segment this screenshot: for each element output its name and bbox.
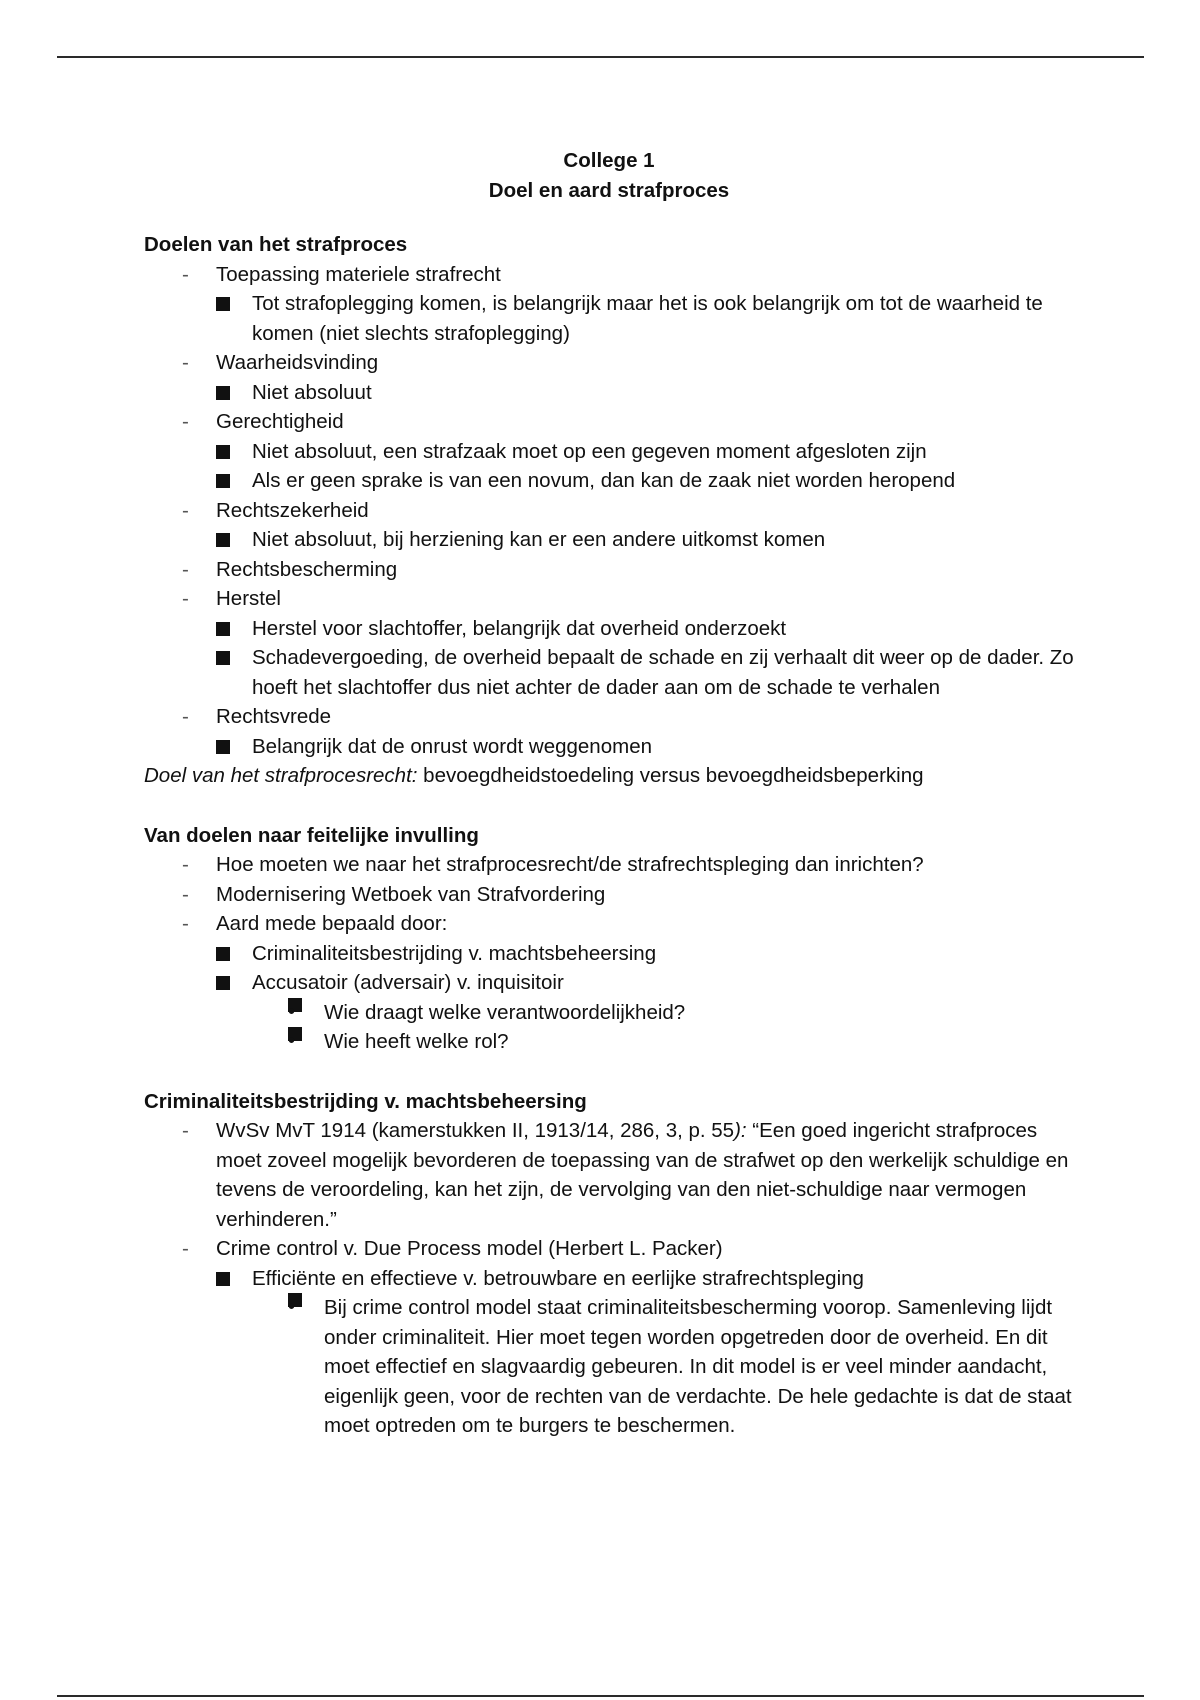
list-item <box>144 407 1084 496</box>
list-item <box>144 260 1084 349</box>
list-item-label: Aard mede bepaald door: <box>216 912 448 935</box>
list-item-label: Herstel <box>216 587 281 610</box>
dash-marker: - <box>182 557 189 581</box>
sub-item <box>216 614 1084 644</box>
bullet-text: Wie heeft welke rol? <box>324 1030 509 1053</box>
citation: WvSv MvT 1914 (kamerstukken II, 1913/14, 286, 3, p. 55 <box>216 1119 735 1142</box>
page-title: College 1 <box>563 149 655 172</box>
sub-item <box>216 643 1084 702</box>
goal-statement <box>144 761 1084 791</box>
doelen-list <box>144 260 1084 762</box>
document-body <box>144 146 1084 1441</box>
list-item <box>144 850 1084 880</box>
dash-marker: - <box>182 262 189 286</box>
section-heading-doelen: Doelen van het strafproces <box>144 233 408 256</box>
dash-marker: - <box>182 853 189 876</box>
list-item <box>144 496 1084 555</box>
page-subtitle: Doel en aard strafproces <box>488 179 730 202</box>
sub-item-text: Efficiënte en effectieve v. betrouwbare en eerlijke strafrechtspleging <box>252 1266 864 1290</box>
invulling-list <box>144 850 1084 1057</box>
list-item-label: Crime control v. Due Process model (Herbert L. Packer) <box>216 1237 723 1260</box>
top-rule <box>57 56 1144 58</box>
dash-marker: - <box>182 1119 189 1142</box>
square-bullet-icon <box>216 445 230 459</box>
dash-marker: - <box>182 498 189 522</box>
list-item <box>144 909 1084 1057</box>
list-item-label: Rechtsvrede <box>216 705 332 728</box>
list-item <box>144 555 1084 585</box>
bullet-item <box>288 998 1084 1028</box>
sub-item <box>216 466 1084 496</box>
goal-text: bevoegdheidstoedeling versus bevoegdheidsbeperking <box>417 764 924 787</box>
sub-item-text: Accusatoir (adversair) v. inquisitoir <box>252 971 564 994</box>
dash-marker: - <box>182 882 189 906</box>
square-bullet-icon <box>216 976 230 990</box>
dot-bullet-icon: • <box>288 1027 302 1041</box>
dash-marker: - <box>182 587 189 610</box>
dot-bullet-icon: • <box>288 1293 302 1307</box>
section-heading-criminaliteit: Criminaliteitsbestrijding v. machtsbeheersing <box>144 1089 587 1113</box>
list-item <box>144 584 1084 702</box>
section-heading-invulling: Van doelen naar feitelijke invulling <box>144 823 479 847</box>
square-bullet-icon <box>216 947 230 961</box>
sub-item <box>216 1264 1084 1441</box>
sub-item-text: Tot strafoplegging komen, is belangrijk maar het is ook belangrijk om tot de waarheid te komen (niet slechts strafoplegging) <box>252 292 1043 345</box>
list-item-label: Modernisering Wetboek van Strafvordering <box>216 882 606 906</box>
sub-item <box>216 437 1084 467</box>
dash-marker: - <box>182 912 189 935</box>
list-item <box>144 348 1084 407</box>
criminaliteit-list <box>144 1116 1084 1441</box>
square-bullet-icon <box>216 622 230 636</box>
bottom-rule <box>57 1695 1144 1697</box>
list-item-label: Toepassing materiele strafrecht <box>216 262 501 286</box>
list-item-label: Gerechtigheid <box>216 410 344 433</box>
list-item-label: Waarheidsvinding <box>216 351 379 374</box>
citation-close: ): <box>734 1119 747 1142</box>
bullet-text: Wie draagt welke verantwoordelijkheid? <box>324 1000 686 1024</box>
square-bullet-icon <box>216 474 230 488</box>
sub-item <box>216 732 1084 762</box>
sub-item-text: Belangrijk dat de onrust wordt weggenomen <box>252 734 652 758</box>
sub-item-text: Criminaliteitsbestrijding v. machtsbeheersing <box>252 941 657 965</box>
bullet-item <box>288 1027 1084 1057</box>
square-bullet-icon <box>216 740 230 754</box>
goal-label: Doel van het strafprocesrecht: <box>144 764 418 787</box>
list-item <box>144 702 1084 761</box>
sub-item <box>216 968 1084 1057</box>
list-item <box>144 1116 1084 1234</box>
dash-marker: - <box>182 1237 189 1260</box>
dash-marker: - <box>182 410 189 433</box>
sub-item-text: Als er geen sprake is van een novum, dan kan de zaak niet worden heropend <box>252 469 956 492</box>
square-bullet-icon <box>216 386 230 400</box>
sub-item-text: Herstel voor slachtoffer, belangrijk dat overheid onderzoekt <box>252 616 787 640</box>
sub-item-text: Schadevergoeding, de overheid bepaalt de schade en zij verhaalt dit weer op de dader. Zo hoeft het slachtoffer dus niet achter de dader aan om de schade te verhalen <box>252 646 1074 699</box>
square-bullet-icon <box>216 651 230 665</box>
list-item-label: Hoe moeten we naar het strafprocesrecht/de strafrechtspleging dan inrichten? <box>216 853 924 876</box>
list-item-label: Rechtsbescherming <box>216 557 398 581</box>
list-item <box>144 1234 1084 1441</box>
sub-item-text: Niet absoluut, een strafzaak moet op een gegeven moment afgesloten zijn <box>252 439 927 463</box>
sub-item <box>216 289 1084 348</box>
square-bullet-icon <box>216 533 230 547</box>
square-bullet-icon <box>216 297 230 311</box>
sub-item <box>216 525 1084 555</box>
list-item-label: Rechtszekerheid <box>216 498 369 522</box>
square-bullet-icon <box>216 1272 230 1286</box>
sub-item <box>216 378 1084 408</box>
bullet-item <box>288 1293 1084 1441</box>
quote-text: “Een goed ingericht strafproces moet zoveel mogelijk bevorderen de toepassing van de strafwet op den werkelijk schuldige en tevens de veroordeling, kan het zijn, de vervolging van den niet-schuldige naar vermogen verhinderen.” <box>216 1119 1069 1231</box>
sub-item-text: Niet absoluut <box>252 380 372 404</box>
dash-marker: - <box>182 705 189 728</box>
list-item <box>144 880 1084 910</box>
sub-item <box>216 939 1084 969</box>
dot-bullet-icon: • <box>288 998 302 1012</box>
dash-marker: - <box>182 351 189 374</box>
bullet-text: Bij crime control model staat criminaliteitsbescherming voorop. Samenleving lijdt onder criminaliteit. Hier moet tegen worden opgetreden door de overheid. En dit moet effectief en slagvaardig gebeuren. In dit model is er veel minder aandacht, eigenlijk geen, voor de rechten van de verdachte. De hele gedachte is dat de staat moet optreden om te burgers te beschermen. <box>324 1296 1072 1437</box>
sub-item-text: Niet absoluut, bij herziening kan er een andere uitkomst komen <box>252 528 826 551</box>
